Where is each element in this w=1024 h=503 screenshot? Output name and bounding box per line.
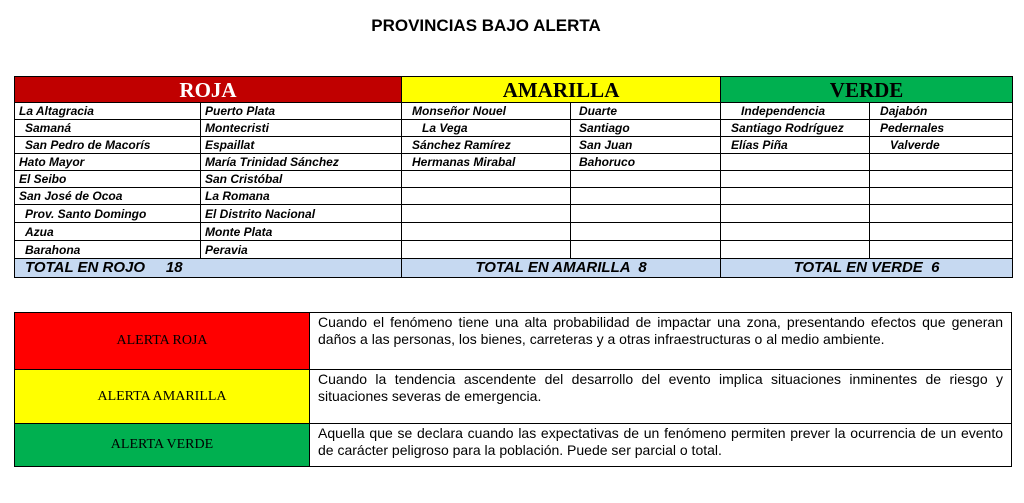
empty-cell — [870, 205, 1013, 223]
empty-cell — [721, 205, 870, 223]
province-cell: Bahoruco — [571, 154, 721, 171]
empty-cell — [870, 154, 1013, 171]
total-roja: TOTAL EN ROJO 18 — [15, 259, 402, 278]
header-verde: VERDE — [721, 77, 1013, 103]
province-cell: Independencia — [721, 103, 870, 120]
empty-cell — [870, 171, 1013, 188]
province-cell: Dajabón — [870, 103, 1013, 120]
province-cell: San Pedro de Macorís — [15, 137, 201, 154]
province-cell: La Vega — [402, 120, 571, 137]
province-cell: Sánchez Ramírez — [402, 137, 571, 154]
table-row — [15, 205, 1013, 223]
empty-cell — [571, 241, 721, 259]
legend-row-verde — [15, 424, 1012, 467]
province-cell: El Seibo — [15, 171, 201, 188]
empty-cell — [402, 188, 571, 205]
empty-cell — [571, 223, 721, 241]
province-cell: Santiago — [571, 120, 721, 137]
empty-cell — [402, 241, 571, 259]
total-verde: TOTAL EN VERDE 6 — [721, 259, 1013, 278]
province-cell: Monte Plata — [201, 223, 402, 241]
empty-cell — [721, 188, 870, 205]
province-cell: Elías Piña — [721, 137, 870, 154]
legend-description-amarilla: Cuando la tendencia ascendente del desarrollo del evento implica situaciones inminentes de riesgo y situaciones severas de emergencia. — [310, 370, 1012, 424]
province-cell: Puerto Plata — [201, 103, 402, 120]
empty-cell — [870, 241, 1013, 259]
province-cell: Monseñor Nouel — [402, 103, 571, 120]
header-amarilla: AMARILLA — [402, 77, 721, 103]
page-title: PROVINCIAS BAJO ALERTA — [371, 16, 601, 35]
province-cell: Azua — [15, 223, 201, 241]
province-cell: Samaná — [15, 120, 201, 137]
provinces-table — [14, 76, 1013, 278]
empty-cell — [402, 205, 571, 223]
alert-legend-table — [14, 312, 1012, 467]
province-cell: Prov. Santo Domingo — [15, 205, 201, 223]
province-cell: La Altagracia — [15, 103, 201, 120]
empty-cell — [721, 241, 870, 259]
table-row — [15, 137, 1013, 154]
legend-description-verde: Aquella que se declara cuando las expectativas de un fenómeno permiten prever la ocurrencia de un evento de carácter peligroso para la población. Puede ser parcial o total. — [310, 424, 1012, 467]
province-cell: Montecristi — [201, 120, 402, 137]
empty-cell — [571, 188, 721, 205]
legend-label-amarilla: ALERTA AMARILLA — [15, 370, 310, 424]
empty-cell — [571, 171, 721, 188]
province-cell: San Cristóbal — [201, 171, 402, 188]
header-roja: ROJA — [15, 77, 402, 103]
empty-cell — [870, 188, 1013, 205]
province-cell: La Romana — [201, 188, 402, 205]
province-cell: Pedernales — [870, 120, 1013, 137]
table-row — [15, 223, 1013, 241]
legend-label-roja: ALERTA ROJA — [15, 313, 310, 370]
legend-description-roja: Cuando el fenómeno tiene una alta probabilidad de impactar una zona, presentando efectos que generan daños a las personas, los bienes, carreteras y a otras infraestructuras o al medio ambiente. — [310, 313, 1012, 370]
alert-header-row — [15, 77, 1013, 103]
empty-cell — [721, 223, 870, 241]
province-cell: Hermanas Mirabal — [402, 154, 571, 171]
empty-cell — [402, 171, 571, 188]
empty-cell — [721, 154, 870, 171]
empty-cell — [402, 223, 571, 241]
province-cell: Espaillat — [201, 137, 402, 154]
table-row — [15, 154, 1013, 171]
province-cell: San José de Ocoa — [15, 188, 201, 205]
empty-cell — [721, 171, 870, 188]
province-cell: San Juan — [571, 137, 721, 154]
province-cell: Peravia — [201, 241, 402, 259]
province-cell: El Distrito Nacional — [201, 205, 402, 223]
legend-row-amarilla — [15, 370, 1012, 424]
province-cell: Valverde — [870, 137, 1013, 154]
province-cell: Santiago Rodríguez — [721, 120, 870, 137]
table-row — [15, 120, 1013, 137]
province-cell: Hato Mayor — [15, 154, 201, 171]
empty-cell — [571, 205, 721, 223]
province-cell: María Trinidad Sánchez — [201, 154, 402, 171]
table-row — [15, 171, 1013, 188]
table-row — [15, 103, 1013, 120]
province-cell: Duarte — [571, 103, 721, 120]
legend-row-roja — [15, 313, 1012, 370]
totals-row — [15, 259, 1013, 278]
total-amarilla: TOTAL EN AMARILLA 8 — [402, 259, 721, 278]
empty-cell — [870, 223, 1013, 241]
province-cell: Barahona — [15, 241, 201, 259]
table-row — [15, 241, 1013, 259]
legend-label-verde: ALERTA VERDE — [15, 424, 310, 467]
table-row — [15, 188, 1013, 205]
